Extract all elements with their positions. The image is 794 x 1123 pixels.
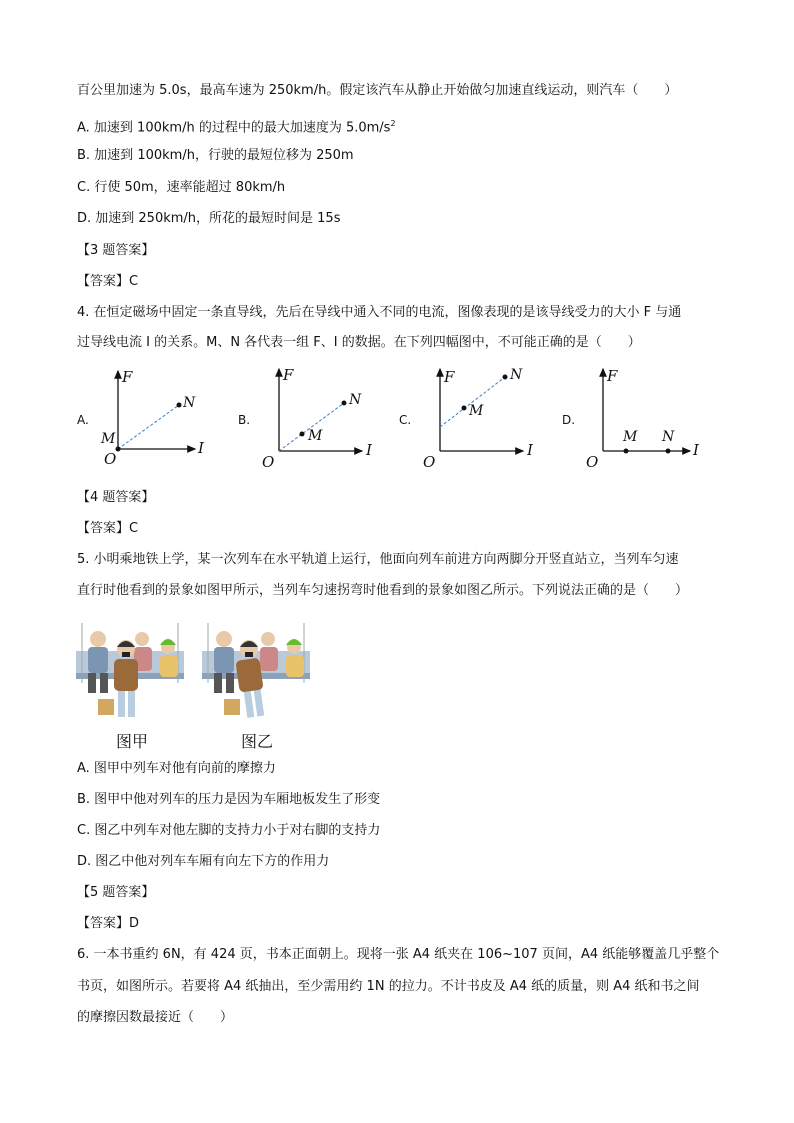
graph-a [75, 365, 225, 470]
q3-option-c: C. 行使 50m，速率能超过 80km/h [77, 180, 286, 195]
q5-stem-line1: 5. 小明乘地铁上学，某一次列车在水平轨道上运行，他面向列车前进方向两脚分开竖直站立，当列车匀速 [77, 552, 679, 567]
q5-option-a: A. 图甲中列车对他有向前的摩擦力 [77, 761, 276, 776]
point-n-label: N [183, 395, 196, 411]
graph-c [397, 365, 547, 470]
y-axis-label: F [283, 366, 294, 384]
point-m [462, 406, 467, 411]
q3-option-a-text: A. 加速到 100km/h 的过程中的最大加速度为 5.0m/s [77, 120, 391, 136]
q4-stem-line2: 过导线电流 I 的关系。M、N 各代表一组 F、I 的数据。在下列四幅图中，不可能正确的是（ ） [77, 335, 641, 350]
origin-label: O [423, 453, 436, 471]
x-axis-label: I [198, 439, 204, 457]
graph-a-label: A. [77, 413, 89, 427]
point-m-label: M [469, 403, 484, 419]
caption-jia: 图甲 [116, 732, 149, 751]
q3-answer: 【答案】C [77, 274, 139, 289]
graph-c-label: C. [399, 413, 412, 427]
q3-option-d: D. 加速到 250km/h，所花的最短时间是 15s [77, 211, 341, 226]
q5-option-c: C. 图乙中列车对他左脚的支持力小于对右脚的支持力 [77, 823, 381, 838]
point-n-label: N [510, 367, 523, 383]
q5-stem-line2: 直行时他看到的景象如图甲所示，当列车匀速拐弯时他看到的景象如图乙所示。下列说法正确的是（ ） [77, 583, 689, 598]
point-n [342, 401, 347, 406]
q3-answer-header: 【3 题答案】 [77, 243, 155, 258]
q5-option-d: D. 图乙中他对列车车厢有向左下方的作用力 [77, 854, 330, 869]
point-m-label: M [101, 431, 116, 447]
point-n [177, 403, 182, 408]
graph-b-label: B. [238, 413, 251, 427]
x-axis-label: I [366, 441, 372, 459]
illustration-yi [202, 623, 310, 721]
q4-answer-header: 【4 题答案】 [77, 490, 155, 505]
point-n-label: N [662, 429, 675, 445]
point-m [624, 449, 629, 454]
q5-answer-header: 【5 题答案】 [77, 885, 155, 900]
q3-option-a [77, 115, 396, 137]
q4-answer: 【答案】C [77, 521, 139, 536]
point-m-label: M [623, 429, 638, 445]
illustration-jia [76, 623, 184, 721]
graph-b [236, 365, 386, 470]
point-n [503, 375, 508, 380]
point-n-label: N [349, 392, 362, 408]
origin-label: O [262, 453, 275, 471]
x-axis-label: I [693, 441, 699, 459]
caption-yi: 图乙 [241, 732, 274, 751]
y-axis-label: F [607, 367, 618, 385]
q3-stem: 百公里加速为 5.0s，最高车速为 250km/h。假定该汽车从静止开始做匀加速直线运动，则汽车（ ） [77, 83, 678, 98]
y-axis-label: F [444, 368, 455, 386]
point-n [666, 449, 671, 454]
q6-stem-line1: 6. 一本书重约 6N，有 424 页，书本正面朝上。现将一张 A4 纸夹在 106~107 页间，A4 纸能够覆盖几乎整个 [77, 947, 720, 962]
point-m-label: M [308, 428, 323, 444]
origin-label: O [104, 450, 117, 468]
q5-answer: 【答案】D [77, 916, 140, 931]
origin-label: O [586, 453, 599, 471]
x-axis-label: I [527, 441, 533, 459]
q6-stem-line2: 书页，如图所示。若要将 A4 纸抽出，至少需用约 1N 的拉力。不计书皮及 A4 纸的质量，则 A4 纸和书之间 [77, 979, 700, 994]
graph-d-label: D. [562, 413, 576, 427]
superscript: 2 [390, 119, 396, 128]
q6-stem-line3: 的摩擦因数最接近（ ） [77, 1010, 234, 1025]
graph-b-axes [236, 365, 386, 470]
q5-option-b: B. 图甲中他对列车的压力是因为车厢地板发生了形变 [77, 792, 381, 807]
q4-stem-line1: 4. 在恒定磁场中固定一条直导线，先后在导线中通入不同的电流，图像表现的是该导线受力的大小 F 与通 [77, 305, 682, 320]
graph-d [560, 365, 720, 470]
point-m [300, 432, 305, 437]
q3-option-b: B. 加速到 100km/h，行驶的最短位移为 250m [77, 148, 354, 163]
y-axis-label: F [122, 368, 133, 386]
